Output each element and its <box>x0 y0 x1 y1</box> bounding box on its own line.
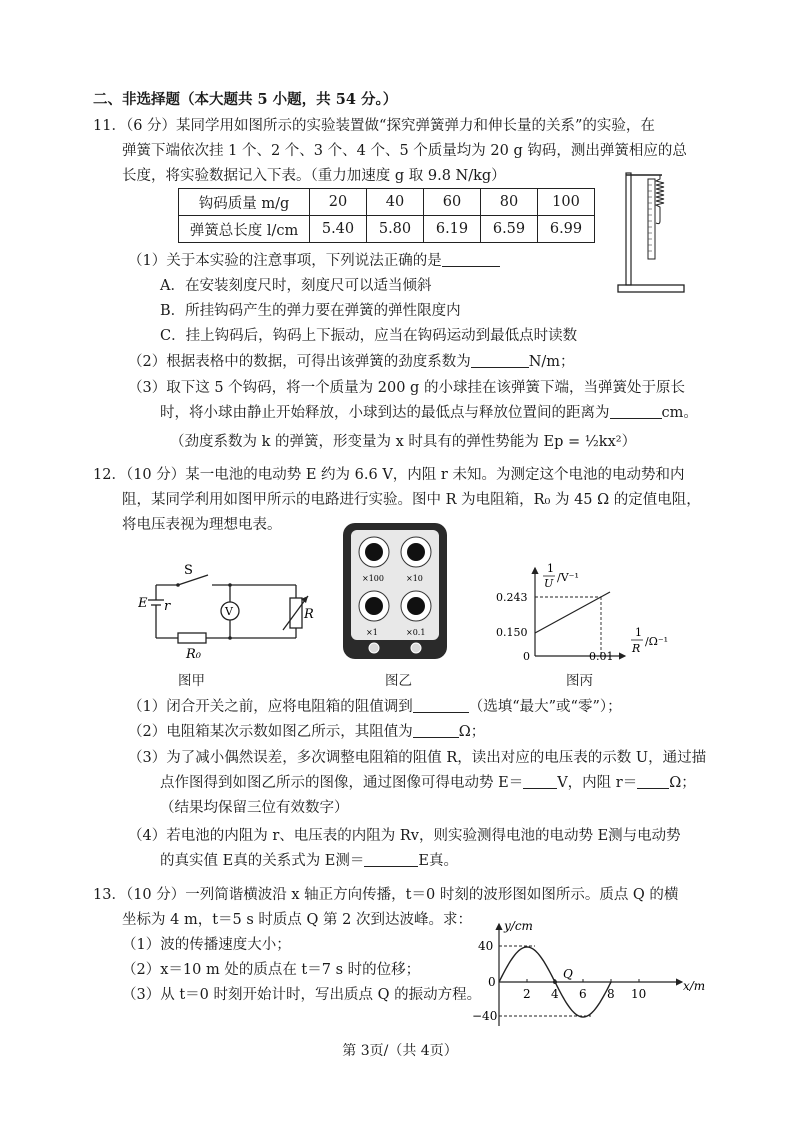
terminal-icon <box>369 643 379 653</box>
resistance-box-figure <box>342 522 448 662</box>
x-axis-label-denominator: R <box>632 642 641 655</box>
dial-knob[interactable] <box>359 537 389 567</box>
q11-part-3-line-2 <box>160 403 698 423</box>
y-tick-label: 0.150 <box>496 626 528 639</box>
label-E: E <box>138 596 148 611</box>
q12-part-2 <box>128 722 485 742</box>
q12-intro-line-2: 阻，某同学利用如图甲所示的电路进行实验。图中 R 为电阻箱，R₀ 为 45 Ω 的定值电阻， <box>122 492 701 508</box>
q12-part-3-text-2: V，内阻 r＝ <box>557 775 638 791</box>
q11-option-a: A．在安装刻度尺时，刻度尺可以适当倾斜 <box>160 278 432 294</box>
q12-part-1 <box>128 697 622 717</box>
graph-inverse-u-vs-inverse-r <box>495 560 705 665</box>
label-R: R <box>304 607 314 622</box>
multiplier-label: ×0.1 <box>406 628 426 637</box>
fit-line <box>535 592 610 633</box>
origin-label: 0 <box>523 650 530 663</box>
q13-intro-line-2: 坐标为 4 m，t＝5 s 时质点 Q 第 2 次到达波峰。求： <box>122 912 472 928</box>
origin-label: 0 <box>488 975 496 989</box>
section-title: 二、非选择题（本大题共 5 小题，共 54 分。） <box>93 91 398 108</box>
q12-part-3-note: （结果均保留三位有效数字） <box>160 800 349 816</box>
y-axis-label-unit: /V⁻¹ <box>557 571 579 584</box>
multiplier-label: ×10 <box>406 574 423 583</box>
q11-data-table <box>178 188 595 243</box>
q12-part-4-tail: E真。 <box>418 853 458 869</box>
table-header-length: 弹簧总长度 l/cm <box>179 216 310 243</box>
x-axis-label: x/m <box>683 979 706 993</box>
label-S: S <box>184 563 193 578</box>
y-axis-label-denominator: U <box>544 577 554 590</box>
dial-knob[interactable] <box>401 537 431 567</box>
table-cell: 5.40 <box>310 216 367 243</box>
x-tick-label: 0.01 <box>589 650 614 663</box>
answer-blank[interactable] <box>364 851 418 867</box>
circuit-diagram <box>138 560 318 660</box>
q11-part-2-text: （2）根据表格中的数据，可得出该弹簧的劲度系数为 <box>128 354 471 370</box>
label-R0: R₀ <box>186 647 201 660</box>
dial-knob[interactable] <box>359 591 389 621</box>
table-cell: 20 <box>310 189 367 216</box>
q11-option-c: C．挂上钩码后，钩码上下振动，应当在钩码运动到最低点时读数 <box>160 328 578 344</box>
table-row <box>179 189 595 216</box>
table-cell: 6.59 <box>481 216 538 243</box>
table-header-mass: 钩码质量 m/g <box>179 189 310 216</box>
q11-intro-line-1: 11．（6 分）某同学用如图所示的实验装置做“探究弹簧弹力和伸长量的关系”的实验，在 <box>93 118 655 134</box>
q12-part-1-hint: （选填“最大”或“零”）； <box>468 699 622 715</box>
answer-blank[interactable] <box>442 251 500 267</box>
q12-part-4-text: 的真实值 E真的关系式为 E测＝ <box>160 853 365 869</box>
q11-part-3-text: 时，将小球由静止开始释放，小球到达的最低点与释放位置间的距离为 <box>160 405 610 421</box>
q12-part-3-line-1: （3）为了减小偶然误差，多次调整电阻箱的阻值 R，读出对应的电压表的示数 U，通过描 <box>128 750 707 766</box>
q12-part-2-unit: Ω； <box>458 724 486 740</box>
y-tick-label: 0.243 <box>496 591 528 604</box>
answer-blank[interactable] <box>637 773 669 789</box>
q13-part-3: （3）从 t＝0 时刻开始计时，写出质点 Q 的振动方程。 <box>122 987 482 1003</box>
dial-knob[interactable] <box>401 591 431 621</box>
x-tick-label: 8 <box>607 987 615 1001</box>
figure-caption-jia: 图甲 <box>178 673 205 689</box>
y-axis-label: y/cm <box>504 919 533 933</box>
x-tick-label: 4 <box>551 987 559 1001</box>
q11-part-2 <box>128 352 575 372</box>
figure-caption-bing: 图丙 <box>566 673 593 689</box>
q12-part-3-line-2 <box>160 773 696 793</box>
q11-option-b: B．所挂钩码产生的弹力要在弹簧的弹性限度内 <box>160 303 461 319</box>
page-footer: 第 3页/（共 4页） <box>342 1043 458 1059</box>
q11-part-3-line-1: （3）取下这 5 个钩码，将一个质量为 200 g 的小球挂在该弹簧下端，当弹簧处于原长 <box>128 380 685 396</box>
q11-intro-line-3: 长度，将实验数据记入下表。（重力加速度 g 取 9.8 N/kg） <box>122 168 506 184</box>
y-axis-label-numerator: 1 <box>547 562 554 575</box>
q11-intro-line-2: 弹簧下端依次挂 1 个、2 个、3 个、4 个、5 个质量均为 20 g 钩码，测出弹簧相应的总 <box>122 143 687 159</box>
q12-part-2-text: （2）电阻箱某次示数如图乙所示，其阻值为 <box>128 724 413 740</box>
voltmeter-icon: V <box>225 605 233 618</box>
q12-intro-line-3: 将电压表视为理想电表。 <box>122 517 282 533</box>
answer-blank[interactable] <box>471 352 529 368</box>
answer-blank[interactable] <box>413 697 469 713</box>
multiplier-label: ×1 <box>366 628 378 637</box>
x-axis-label-unit: /Ω⁻¹ <box>645 635 669 648</box>
answer-blank[interactable] <box>413 722 459 738</box>
y-tick-label: −40 <box>472 1009 498 1023</box>
q13-part-1: （1）波的传播速度大小； <box>122 937 291 953</box>
table-row <box>179 216 595 243</box>
terminal-icon <box>411 643 421 653</box>
x-tick-label: 6 <box>579 987 587 1001</box>
q11-part-1-text: （1）关于本实验的注意事项，下列说法正确的是 <box>128 253 442 269</box>
q12-part-3-unit: Ω； <box>669 775 696 791</box>
y-tick-label: 40 <box>478 939 494 953</box>
table-cell: 40 <box>367 189 424 216</box>
table-cell: 6.99 <box>538 216 595 243</box>
table-cell: 100 <box>538 189 595 216</box>
point-Q <box>553 980 557 984</box>
figure-caption-yi: 图乙 <box>385 673 412 689</box>
q11-part-2-unit: N/m； <box>528 354 575 370</box>
q12-part-4-line-1: （4）若电池的内阻为 r、电压表的内阻为 Rv，则实验测得电池的电动势 E测与电动势 <box>128 828 681 844</box>
table-cell: 6.19 <box>424 216 481 243</box>
table-cell: 5.80 <box>367 216 424 243</box>
spring-apparatus-figure <box>612 165 692 295</box>
answer-blank[interactable] <box>610 403 662 419</box>
wave-graph <box>470 918 715 1030</box>
multiplier-label: ×100 <box>362 574 384 583</box>
q12-part-3-text: 点作图得到如图乙所示的图像，通过图像可得电动势 E＝ <box>160 775 524 791</box>
label-r: r <box>164 599 171 614</box>
q12-intro-line-1: 12．（10 分）某一电池的电动势 E 约为 6.6 V，内阻 r 未知。为测定这个电池的电动势和内 <box>93 467 685 483</box>
q12-part-4-line-2 <box>160 851 458 871</box>
label-Q: Q <box>563 967 573 981</box>
q13-intro-line-1: 13．（10 分）一列简谐横波沿 x 轴正方向传播，t＝0 时刻的波形图如图所示。质点 Q 的横 <box>93 887 679 903</box>
q13-part-2: （2）x＝10 m 处的质点在 t＝7 s 时的位移； <box>122 962 421 978</box>
x-tick-label: 10 <box>631 987 647 1001</box>
table-cell: 60 <box>424 189 481 216</box>
q11-note: （劲度系数为 k 的弹簧，形变量为 x 时具有的弹性势能为 Ep = ½kx²） <box>170 434 637 450</box>
answer-blank[interactable] <box>523 773 557 789</box>
x-tick-label: 2 <box>523 987 531 1001</box>
table-cell: 80 <box>481 189 538 216</box>
q11-part-3-unit: cm。 <box>661 405 698 421</box>
x-axis-label-numerator: 1 <box>635 626 642 639</box>
q12-part-1-text: （1）闭合开关之前，应将电阻箱的阻值调到 <box>128 699 413 715</box>
q11-part-1 <box>128 251 500 271</box>
